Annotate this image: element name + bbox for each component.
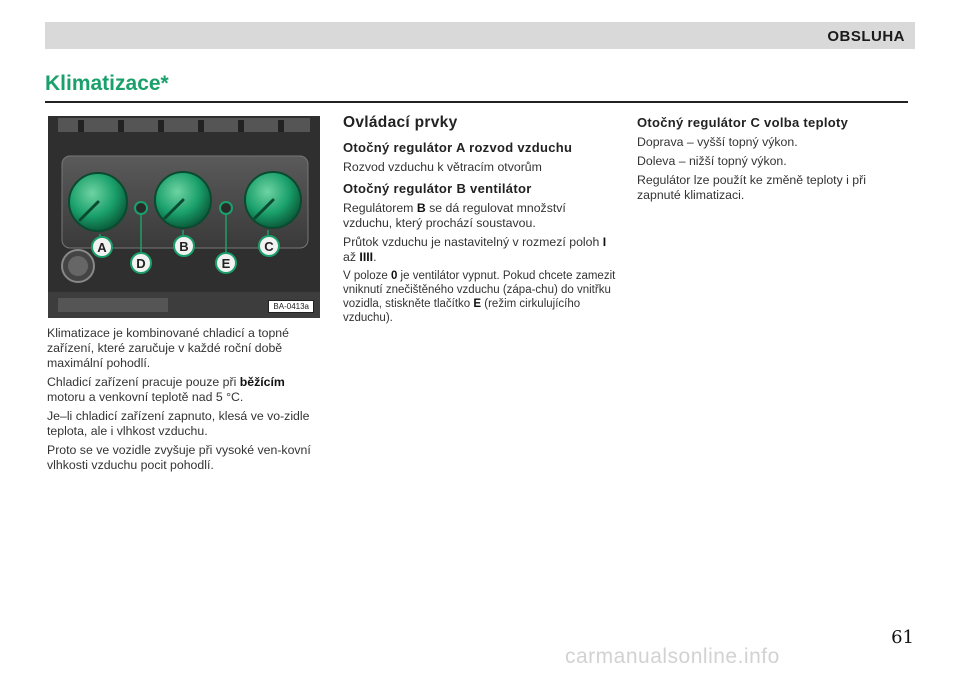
regulator-a-title: Otočný regulátor A rozvod vzduchu: [343, 140, 573, 155]
intro-paragraph-4: Proto se ve vozidle zvyšuje při vysoké ven-kovní vlhkosti vzduchu pocit pohodlí.: [47, 443, 311, 472]
label-d: D: [136, 256, 146, 271]
label-c: C: [264, 239, 274, 254]
figure-code: BA-0413a: [268, 300, 314, 313]
controls-column: [343, 115, 618, 329]
intro-paragraph-3: Je–li chladicí zařízení zapnuto, klesá ve vo-zidle teplota, ale i vlhkost vzduchu.: [47, 409, 310, 438]
watermark: carmanualsonline.info: [565, 645, 780, 668]
intro-paragraph-2: Chladicí zařízení pracuje pouze při běžícím motoru a venkovní teplotě nad 5 °C.: [47, 375, 285, 404]
page-number: 61: [891, 627, 914, 648]
temperature-column: [637, 115, 912, 207]
regulator-c-paragraph-1: Doprava – vyšší topný výkon.: [637, 135, 798, 149]
regulator-b-paragraph-2: Průtok vzduchu je nastavitelný v rozmezí poloh I až IIII.: [343, 235, 607, 264]
section-title: OBSLUHA: [827, 28, 905, 45]
label-e: E: [221, 256, 231, 271]
intro-column: [47, 326, 322, 477]
climate-panel-illustration: [48, 116, 320, 318]
title-divider: [45, 101, 908, 103]
regulator-b-paragraph-3: V poloze 0 je ventilátor vypnut. Pokud chcete zamezit vniknutí znečištěného vzduchu (zápa-chu) do vnitřku vozidla, stiskněte tlačítko E (režim cirkulujícího vzduchu).: [343, 270, 616, 324]
intro-paragraph-1: Klimatizace je kombinované chladicí a topné zařízení, které zaručuje v každé roční době maximální pohodlí.: [47, 326, 289, 370]
regulator-a-text: Rozvod vzduchu k větracím otvorům: [343, 160, 542, 174]
climate-control-photo: [48, 116, 320, 318]
label-b: B: [179, 239, 189, 254]
label-a: A: [97, 240, 107, 255]
page-title: Klimatizace*: [45, 72, 169, 95]
header-bar: [45, 22, 915, 49]
regulator-c-paragraph-3: Regulátor lze použít ke změně teploty i při zapnuté klimatizaci.: [637, 173, 866, 202]
controls-heading: Ovládací prvky: [343, 114, 458, 131]
regulator-c-paragraph-2: Doleva – nižší topný výkon.: [637, 154, 787, 168]
regulator-b-paragraph-1: Regulátorem B se dá regulovat množství vzduchu, který prochází soustavou.: [343, 201, 566, 230]
regulator-b-title: Otočný regulátor B ventilátor: [343, 181, 532, 196]
regulator-c-title: Otočný regulátor C volba teploty: [637, 115, 849, 130]
